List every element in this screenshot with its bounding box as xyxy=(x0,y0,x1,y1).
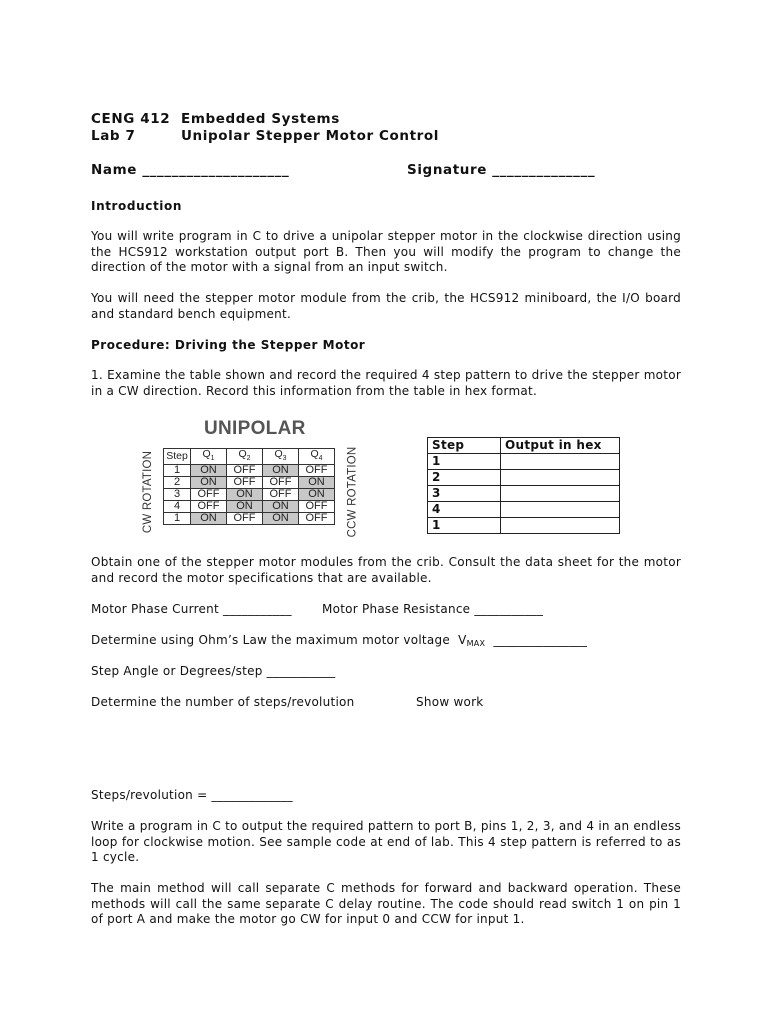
header-step: Step xyxy=(164,449,191,465)
table-cell: ON xyxy=(227,489,263,501)
procedure-step-1: 1. Examine the table shown and record the required 4 step pattern to drive the stepper motor in a CW direction. Record this information from the table in hex format. xyxy=(91,368,681,398)
step-cell: 1 xyxy=(428,518,501,534)
table-cell: OFF xyxy=(263,477,299,489)
hex-answer-cell[interactable] xyxy=(501,454,620,470)
table-cell: ON xyxy=(263,513,299,525)
table-cell: 3 xyxy=(164,489,191,501)
table-row xyxy=(164,477,335,489)
header-output-hex: Output in hex xyxy=(501,438,620,454)
unipolar-table xyxy=(163,448,335,525)
obtain-paragraph: Obtain one of the stepper motor modules from the crib. Consult the data sheet for the motor and record the motor specifications that are available. xyxy=(91,555,681,585)
table-cell: OFF xyxy=(227,477,263,489)
header-q1: $Q_1$ xyxy=(191,449,227,465)
table-row xyxy=(428,518,620,534)
phase-current-field: Motor Phase Current ___________ xyxy=(91,602,292,616)
figure-title: UNIPOLAR xyxy=(204,418,306,439)
cw-rotation-label: CW ROTATION xyxy=(142,450,155,534)
table-cell: OFF xyxy=(191,489,227,501)
course-title: Embedded Systems xyxy=(181,111,340,127)
table-cell: ON xyxy=(191,513,227,525)
vmax-subscript: MAX xyxy=(466,639,486,648)
ohms-law-question xyxy=(91,633,587,652)
hex-answer-cell[interactable] xyxy=(501,502,620,518)
step-angle-field: Step Angle or Degrees/step ___________ xyxy=(91,664,336,678)
table-row xyxy=(164,501,335,513)
hex-answer-cell[interactable] xyxy=(501,518,620,534)
table-cell: ON xyxy=(263,465,299,477)
vmax-blank: _______________ xyxy=(493,633,588,647)
step-cell: 1 xyxy=(428,454,501,470)
header-q4: $Q_4$ xyxy=(299,449,335,465)
procedure-heading: Procedure: Driving the Stepper Motor xyxy=(91,338,366,352)
hex-answer-cell[interactable] xyxy=(501,486,620,502)
header-q3: $Q_3$ xyxy=(263,449,299,465)
table-cell: OFF xyxy=(227,465,263,477)
step-cell: 4 xyxy=(428,502,501,518)
table-row xyxy=(428,486,620,502)
hex-answer-cell[interactable] xyxy=(501,470,620,486)
table-cell: OFF xyxy=(227,513,263,525)
table-cell: OFF xyxy=(299,501,335,513)
table-cell: 4 xyxy=(164,501,191,513)
table-cell: 1 xyxy=(164,513,191,525)
signature-field: Signature ______________ xyxy=(407,162,596,178)
step-cell: 2 xyxy=(428,470,501,486)
table-row xyxy=(428,454,620,470)
name-field: Name ____________________ xyxy=(91,162,290,178)
show-work-label: Show work xyxy=(416,695,484,709)
table-header-row xyxy=(164,449,335,465)
lab-number: Lab 7 xyxy=(91,128,136,144)
table-header-row xyxy=(428,438,620,454)
step-cell: 3 xyxy=(428,486,501,502)
output-hex-table xyxy=(427,437,620,534)
table-cell: ON xyxy=(299,477,335,489)
table-cell: ON xyxy=(191,477,227,489)
table-cell: ON xyxy=(227,501,263,513)
unipolar-figure xyxy=(142,418,359,538)
steps-revolution-answer: Steps/revolution = _____________ xyxy=(91,788,293,802)
header-q2: $Q_2$ xyxy=(227,449,263,465)
intro-paragraph-1: You will write program in C to drive a unipolar stepper motor in the clockwise direction using the HCS912 workstation output port B. Then you will modify the program to change the direction of the motor with a signal from an input switch. xyxy=(91,229,681,274)
table-cell: OFF xyxy=(299,465,335,477)
steps-revolution-question: Determine the number of steps/revolution xyxy=(91,695,355,709)
table-cell: 1 xyxy=(164,465,191,477)
program-paragraph-2: The main method will call separate C methods for forward and backward operation. These methods will call the same separate C delay routine. The code should read switch 1 on pin 1 of port A and make the motor go CW for input 0 and CCW for input 1. xyxy=(91,881,681,926)
header-step: Step xyxy=(428,438,501,454)
table-row xyxy=(428,470,620,486)
lab-title: Unipolar Stepper Motor Control xyxy=(181,128,440,144)
vmax-v: V xyxy=(458,633,467,647)
table-cell: 2 xyxy=(164,477,191,489)
table-cell: ON xyxy=(299,489,335,501)
phase-resistance-field: Motor Phase Resistance ___________ xyxy=(322,602,544,616)
ccw-rotation-label: CCW ROTATION xyxy=(346,446,359,538)
intro-heading: Introduction xyxy=(91,199,182,213)
program-paragraph-1: Write a program in C to output the required pattern to port B, pins 1, 2, 3, and 4 in an endless loop for clockwise motion. See sample code at end of lab. This 4 step pattern is referred to as 1 cycle. xyxy=(91,819,681,864)
table-cell: OFF xyxy=(191,501,227,513)
table-row xyxy=(164,465,335,477)
ohms-law-text: Determine using Ohm’s Law the maximum motor voltage xyxy=(91,633,450,647)
table-cell: ON xyxy=(191,465,227,477)
table-cell: ON xyxy=(263,501,299,513)
table-cell: OFF xyxy=(263,489,299,501)
course-code: CENG 412 xyxy=(91,111,171,127)
table-row xyxy=(164,489,335,501)
table-row xyxy=(428,502,620,518)
table-cell: OFF xyxy=(299,513,335,525)
intro-paragraph-2: You will need the stepper motor module from the crib, the HCS912 miniboard, the I/O board and standard bench equipment. xyxy=(91,291,681,321)
table-row xyxy=(164,513,335,525)
